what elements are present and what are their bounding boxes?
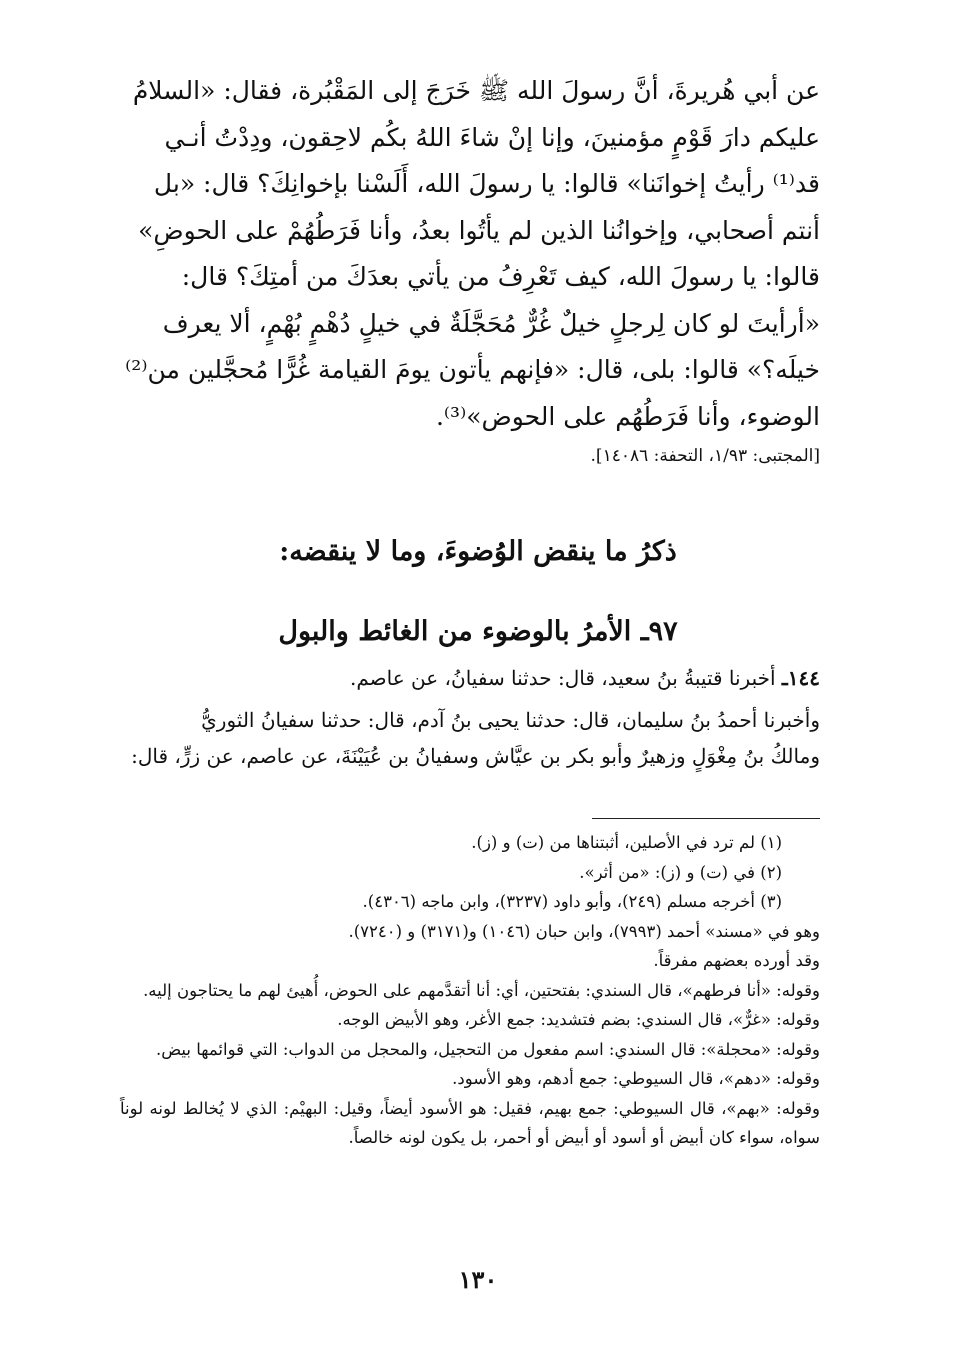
hadith-opening-text: أخبرنا قتيبةُ بنُ سعيد، قال: حدثنا سفيانُ، عن عاصم.: [350, 666, 776, 690]
footnote-divider: [592, 818, 820, 819]
footnote-item: وهو في «مسند» أحمد (٧٩٩٣)، وابن حبان (١٠٤٦) و(٣١٧١) و (٧٢٤٠).: [348, 921, 820, 941]
footnote-item: (١) لم ترد في الأصلين، أثبتناها من (ت) و (ز).: [471, 833, 782, 852]
main-text-line: الوضوء، وأنا فَرَطُهُم على الحوض»⁽³⁾.: [435, 401, 820, 431]
footnote-item: وقد أورده بعضهم مفرقاً.: [653, 951, 820, 970]
main-text-line: «أرأيتَ لو كان لِرجلٍ خيلٌ غُرٌّ مُحَجَّلَةٌ في خيلٍ دُهْمٍ بُهْمٍ، ألا يعرف: [162, 308, 820, 338]
source-reference: [المجتبى: ١/٩٣، التحفة: ١٤٠٨٦].: [590, 446, 820, 466]
footnote-item: وقوله: «محجلة»: قال السندي: اسم مفعول من التحجيل، والمحجل من الدواب: التي قوائمها بيض.: [155, 1039, 820, 1059]
main-text-line: عليكم دارَ قَوْمٍ مؤمنينَ، وإنا إنْ شاءَ اللهُ بكُم لاحِقون، ودِدْتُ أنـي: [164, 122, 820, 152]
main-text-line: أنتم أصحابي، وإخوانُنا الذين لم يأتُوا بعدُ، وأنا فَرَطُهُمْ على الحوضِ»: [138, 215, 820, 245]
hadith-chain-line: وأخبرنا أحمدُ بنُ سليمان، قال: حدثنا يحيى بنُ آدم، قال: حدثنا سفيانُ الثوريُّ: [201, 708, 820, 732]
hadith-number: ١٤٤ـ: [781, 666, 820, 690]
footnote-item: (٢) في (ت) و (ز): «من أثر».: [579, 862, 782, 882]
section-heading: ذكرُ ما ينقض الوُضوءَ، وما لا ينقضه:: [279, 536, 677, 567]
main-text-line: عن أبي هُريرةَ، أنَّ رسولَ الله ﷺ خَرَجَ إلى المَقْبُرة، فقال: «السلامُ: [132, 76, 820, 105]
page-number: ١٣٠: [458, 1265, 498, 1294]
footnotes: [120, 828, 820, 1153]
main-text-line: خيلَه؟» قالوا: بلى، قال: «فإنهم يأتون يومَ القيامة غُرًّا مُحجَّلين من⁽²⁾: [125, 355, 820, 384]
hadith-chain-line: ومالكُ بنُ مِغْوَلٍ وزهيرٌ وأبو بكر بن عيَّاش وسفيانُ بن عُيَيْنَةَ، عن عاصم، عن زرٍّ، قال:: [131, 744, 820, 768]
chapter-heading: ٩٧ـ الأمرُ بالوضوء من الغائط والبول: [278, 616, 678, 647]
footnote-item: وقوله: «غرٌّ»، قال السندي: بضم فتشديد: جمع الأغر، وهو الأبيض الوجه.: [337, 1010, 820, 1029]
main-text-line: قد⁽¹⁾ رأيتُ إخوانَنا» قالوا: يا رسولَ الله، أَلَسْنا بإخوانِكَ؟ قال: «بل: [153, 169, 820, 198]
footnote-item: وقوله: «أنا فرطهم»، قال السندي: بفتحتين، أي: أنا أتقدَّمهم على الحوض، أُهيئ لهم ما يحتاجون إليه.: [143, 980, 820, 1000]
main-text-line: قالوا: يا رسولَ الله، كيف تَعْرِفُ من يأتي بعدَكَ من أمتِكَ؟ قال:: [181, 262, 820, 291]
hadith-main-text: [120, 68, 820, 440]
footnote-item: وقوله: «بهم»، قال السيوطي: جمع بهيم، فقيل: هو الأسود أيضاً، وقيل: البهيْم: الذي لا يُخالط لونه لوناً سواه، سواء كان أبيض أو أسود أو أبيض أو أحمر، بل يكون لونه خالصاً.: [120, 1098, 820, 1147]
footnote-item: وقوله: «دهم»، قال السيوطي: جمع أدهم، وهو الأسود.: [452, 1069, 820, 1088]
hadith-opening-line: [120, 660, 820, 696]
footnote-item: (٣) أخرجه مسلم (٢٤٩)، وأبو داود (٣٢٣٧)، وابن ماجه (٤٣٠٦).: [362, 892, 782, 911]
hadith-chain: [120, 660, 820, 774]
